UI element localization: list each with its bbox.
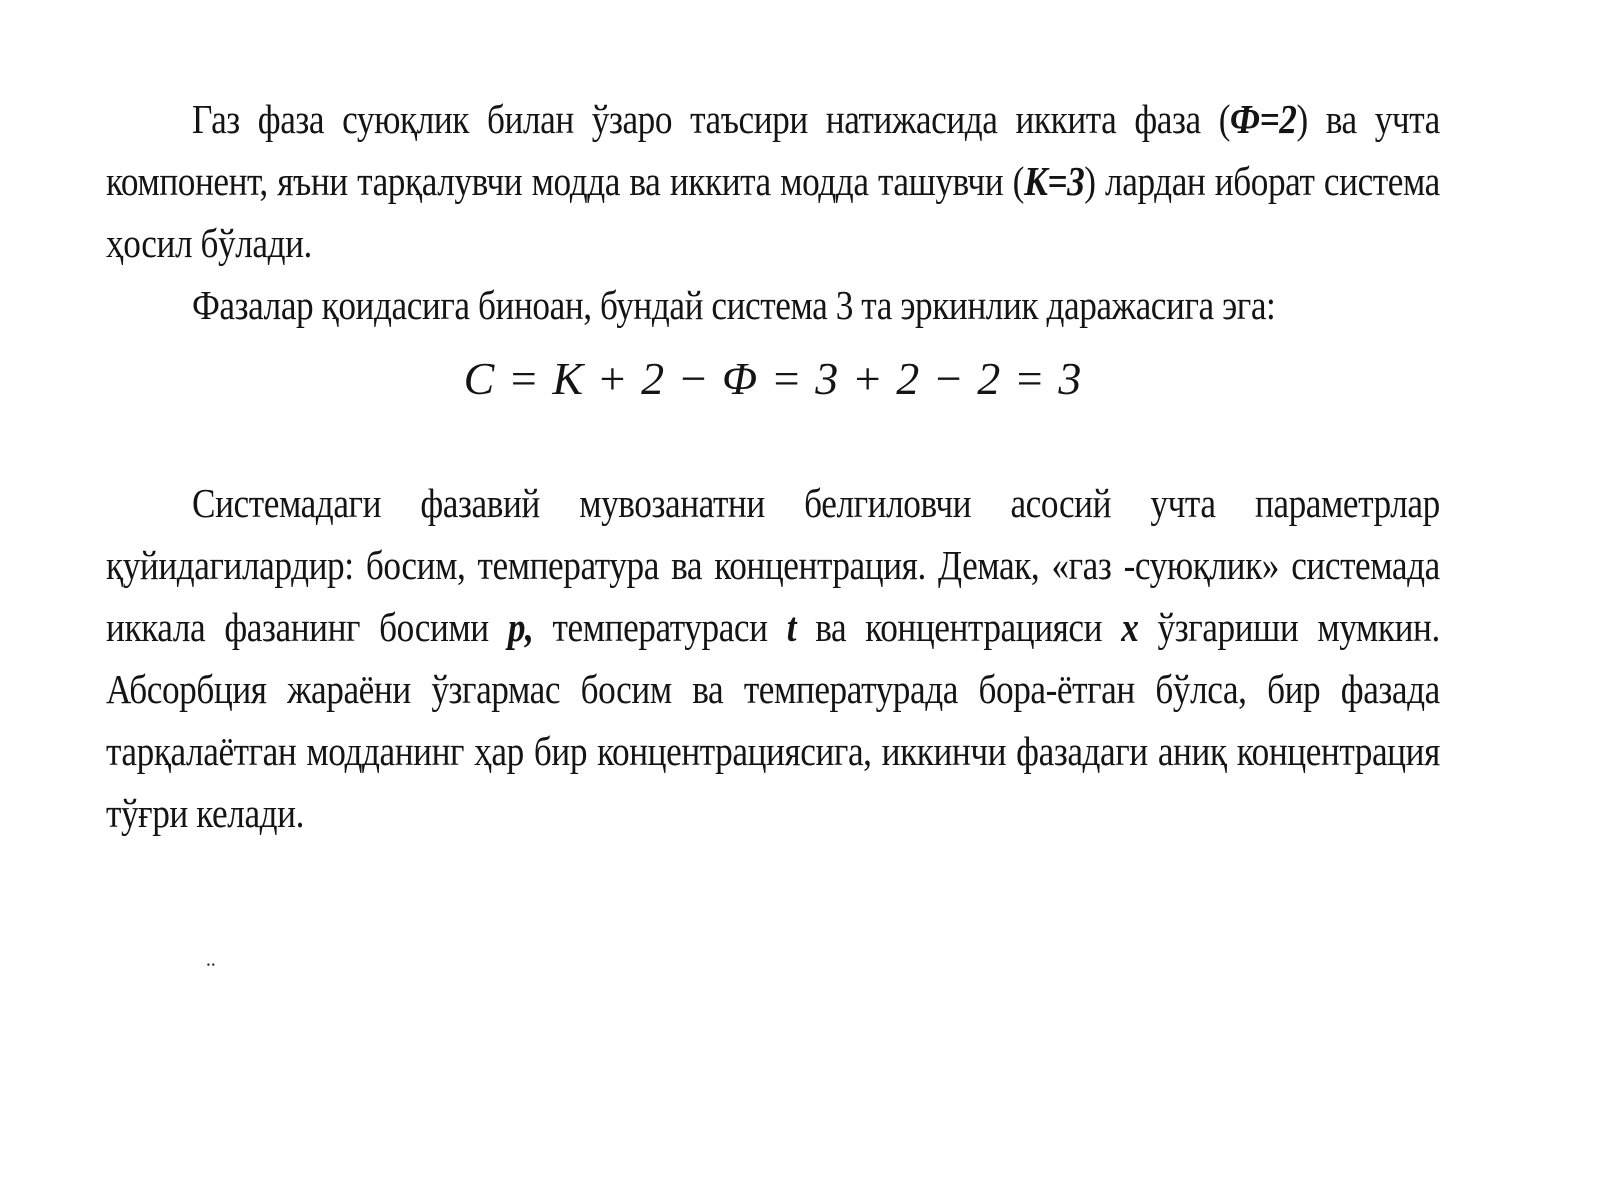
concentration-variable: x [1121,604,1139,650]
p1-text-2: ) ва учта компонент, яъни тарқалувчи модда ва иккита модда ташувчи ( [106,96,1440,204]
paragraph-phases [106,88,1440,274]
pressure-variable: p, [507,604,534,650]
paragraph-equilibrium [106,472,1440,844]
p1-text-3: ) лардан иборат система ҳосил бўлади. [106,158,1440,266]
temperature-variable: t [786,604,797,650]
p3-text-1: Системадаги фазавий мувозанатни белгиловчи асосий учта параметрлар қуйидагилардир: босим, температура ва концентрация. Демак, «газ -суюқлик» системада иккала фазанинг босими [106,480,1440,650]
component-count-equation: К=3 [1023,158,1085,204]
document-page [106,88,1440,844]
phase-rule-formula: C = K + 2 − Φ = 3 + 2 − 2 = 3 [463,353,1083,404]
p3-text-2: температураси [533,604,787,650]
paragraph-phase-rule [106,274,1440,336]
p3-text-4: ўзгариши мумкин. Абсорбция жараёни ўзгармас босим ва температурада бора-ётган бўлса, бир фазада тарқалаётган модданинг ҳар бир концентрациясига, иккинчи фазадаги аниқ концентрация тўғри келади. [106,604,1440,836]
scan-artifact-mark: ⸳⸳ [206,952,216,972]
p3-text-3: ва концентрацияси [796,604,1122,650]
p1-text-1: Газ фаза суюқлик билан ўзаро таъсири натижасида иккита фаза ( [192,96,1231,142]
p2-text: Фазалар қоидасига биноан, бундай система 3 та эркинлик даражасига эга: [192,282,1276,328]
phase-count-equation: Ф=2 [1230,96,1297,142]
